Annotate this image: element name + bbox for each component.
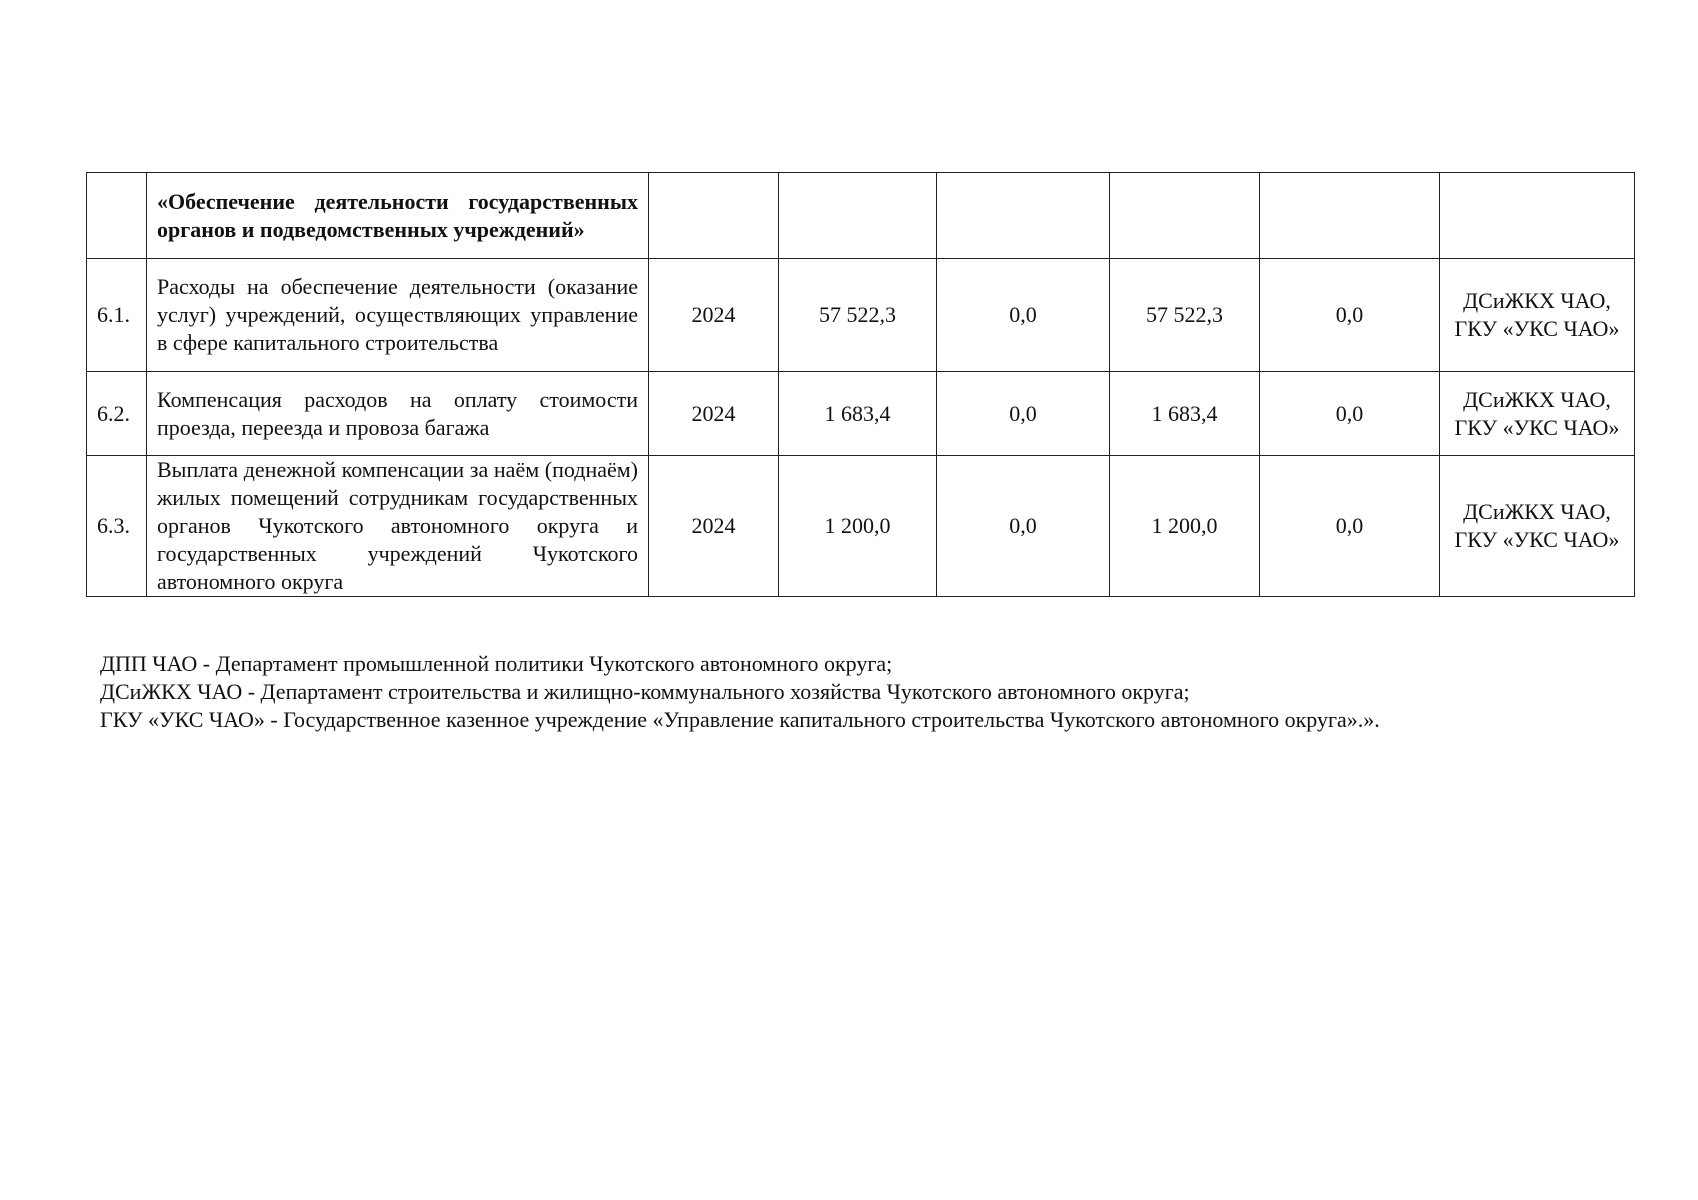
section-title: «Обеспечение деятельности государственных органов и подведомственных учреждений» bbox=[147, 173, 649, 259]
value-cell: 0,0 bbox=[1260, 259, 1440, 372]
table-row bbox=[87, 259, 1635, 372]
total-cell bbox=[779, 173, 937, 259]
activities-table bbox=[86, 172, 1635, 597]
table-row bbox=[87, 456, 1635, 597]
value-cell: 57 522,3 bbox=[1110, 259, 1260, 372]
total-cell: 1 683,4 bbox=[779, 372, 937, 456]
value-cell: 0,0 bbox=[1260, 456, 1440, 597]
note-line: ДСиЖКХ ЧАО - Департамент строительства и жилищно-коммунального хозяйства Чукотского автономного округа; bbox=[100, 679, 1190, 704]
value-cell: 0,0 bbox=[1260, 372, 1440, 456]
responsible-cell: ДСиЖКХ ЧАО, ГКУ «УКС ЧАО» bbox=[1440, 372, 1635, 456]
value-cell bbox=[937, 173, 1110, 259]
responsible-cell: ДСиЖКХ ЧАО, ГКУ «УКС ЧАО» bbox=[1440, 259, 1635, 372]
row-number bbox=[87, 173, 147, 259]
activity-name: Расходы на обеспечение деятельности (оказание услуг) учреждений, осуществляющих управление в сфере капитального строительства bbox=[147, 259, 649, 372]
value-cell bbox=[1260, 173, 1440, 259]
responsible-cell bbox=[1440, 173, 1635, 259]
year-cell: 2024 bbox=[649, 372, 779, 456]
row-number: 6.1. bbox=[87, 259, 147, 372]
abbreviations-notes bbox=[100, 650, 1380, 734]
table-row bbox=[87, 173, 1635, 259]
value-cell: 1 200,0 bbox=[1110, 456, 1260, 597]
value-cell: 1 683,4 bbox=[1110, 372, 1260, 456]
value-cell bbox=[1110, 173, 1260, 259]
note-line: ДПП ЧАО - Департамент промышленной политики Чукотского автономного округа; bbox=[100, 651, 893, 676]
note-line: ГКУ «УКС ЧАО» - Государственное казенное учреждение «Управление капитального строительства Чукотского автономного округа».». bbox=[100, 707, 1380, 732]
row-number: 6.2. bbox=[87, 372, 147, 456]
value-cell: 0,0 bbox=[937, 259, 1110, 372]
year-cell: 2024 bbox=[649, 259, 779, 372]
responsible-cell: ДСиЖКХ ЧАО, ГКУ «УКС ЧАО» bbox=[1440, 456, 1635, 597]
value-cell: 0,0 bbox=[937, 456, 1110, 597]
activity-name: Компенсация расходов на оплату стоимости проезда, переезда и провоза багажа bbox=[147, 372, 649, 456]
value-cell: 0,0 bbox=[937, 372, 1110, 456]
year-cell bbox=[649, 173, 779, 259]
table-row bbox=[87, 372, 1635, 456]
row-number: 6.3. bbox=[87, 456, 147, 597]
total-cell: 1 200,0 bbox=[779, 456, 937, 597]
year-cell: 2024 bbox=[649, 456, 779, 597]
activity-name: Выплата денежной компенсации за наём (поднаём) жилых помещений сотрудникам государственных органов Чукотского автономного округа и государственных учреждений Чукотского автономного округа bbox=[147, 456, 649, 597]
total-cell: 57 522,3 bbox=[779, 259, 937, 372]
